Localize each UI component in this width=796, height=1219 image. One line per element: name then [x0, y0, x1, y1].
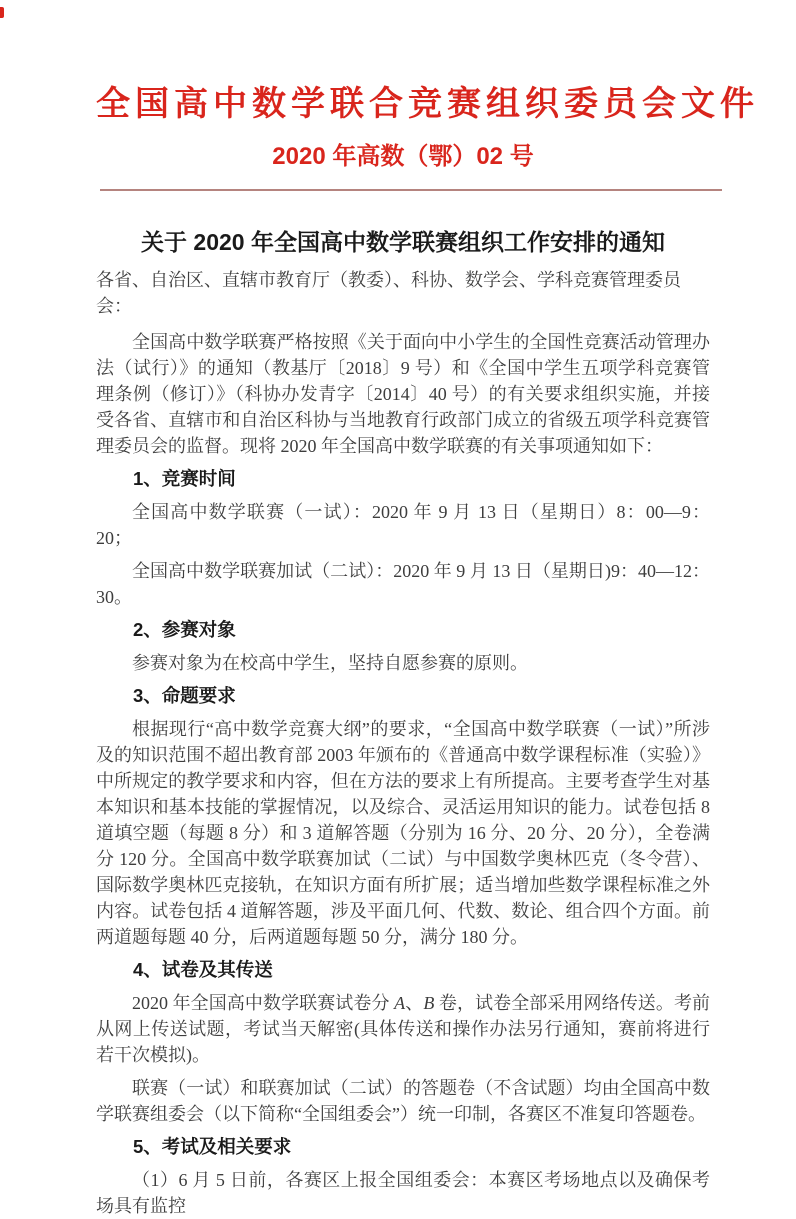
paper-versions-separator: 、 [405, 993, 424, 1013]
section-heading-problem-requirements: 3、命题要求 [133, 685, 236, 706]
salutation: 各省、自治区、直辖市教育厅（教委）、科协、数学会、学科竞赛管理委员会： [96, 270, 681, 316]
italic-letter-a: A [394, 993, 406, 1013]
paragraph-participants: 参赛对象为在校高中学生，坚持自愿参赛的原则。 [132, 653, 528, 673]
doc-number: 2020 年高数（鄂）02 号 [272, 143, 534, 170]
notice-title: 关于 2020 年全国高中数学联赛组织工作安排的通知 [141, 229, 665, 255]
italic-letter-b: B [423, 993, 435, 1013]
paragraph-problem-requirements: 根据现行“高中数学竞赛大纲”的要求，“全国高中数学联赛（一试）”所涉及的知识范围不超出教育部 2003 年颁布的《普通高中数学课程标准（实验）》中所规定的教学要求和内容，但在方法的要求上有所提高。主要考查学生对基本知识和基本技能的掌握情况，以及综合、灵活运用知识的能力。试卷包括 8 道填空题（每题 8 分）和 3 道解答题（分别为 16 分、20 分、20 分），全卷满分 120 分。全国高中数学联赛加试（二试）与中国数学奥林匹克（冬令营）、国际数学奥林匹克接轨，在知识方面有所扩展；适当增加些数学课程标准之外内容。试卷包括 4 道解答题，涉及平面几何、代数、数论、组合四个方面。前两道题每题 40 分，后两道题每题 50 分，满分 180 分。 [96, 719, 710, 947]
paper-versions-text-post: 卷，试卷全部采用网络传送。考前从网上传送试题，考试当天解密(具体传送和操作办法另行通知，赛前将进行若干次模拟)。 [96, 993, 711, 1065]
section-heading-competition-time: 1、竞赛时间 [133, 468, 236, 489]
paper-versions-text-pre: 2020 年全国高中数学联赛试卷分 [132, 993, 395, 1013]
paragraph-round1-time: 全国高中数学联赛（一试）：2020 年 9 月 13 日（星期日）8：00—9：20； [96, 502, 710, 548]
paragraph-paper-versions [96, 990, 710, 1068]
red-edge-mark [0, 7, 4, 18]
paragraph-round2-time: 全国高中数学联赛加试（二试）：2020 年 9 月 13 日（星期日)9：40—12：30。 [96, 561, 710, 607]
intro-paragraph: 全国高中数学联赛严格按照《关于面向中小学生的全国性竞赛活动管理办法（试行）》的通知（教基厅〔2018〕9 号）和《全国中学生五项学科竞赛管理条例（修订）》（科协办发青字〔2014〕40 号）的有关要求组织实施，并接受各省、直辖市和自治区科协与当地教育行政部门成立的省级五项学科竞赛管理委员会的监督。现将 2020 年全国高中数学联赛的有关事项通知如下： [96, 332, 710, 456]
org-title: 全国高中数学联合竞赛组织委员会文件 [96, 86, 759, 123]
paragraph-exam-requirement-1: （1）6 月 5 日前，各赛区上报全国组委会：本赛区考场地点以及确保考场具有监控 [96, 1170, 710, 1216]
section-heading-paper-delivery: 4、试卷及其传送 [133, 959, 273, 980]
red-divider [100, 189, 722, 191]
paragraph-answer-sheets: 联赛（一试）和联赛加试（二试）的答题卷（不含试题）均由全国高中数学联赛组委会（以下简称“全国组委会”）统一印制，各赛区不准复印答题卷。 [96, 1078, 710, 1124]
section-heading-exam-requirements: 5、考试及相关要求 [133, 1136, 292, 1157]
section-heading-participants: 2、参赛对象 [133, 619, 236, 640]
